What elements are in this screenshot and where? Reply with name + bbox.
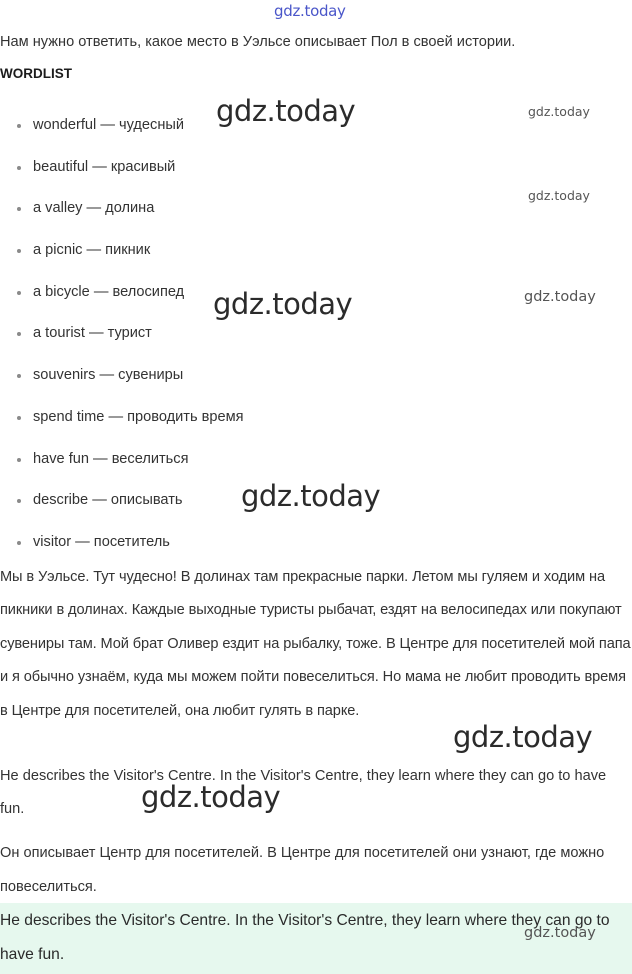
- list-item: [0, 272, 244, 314]
- list-item-text: have fun — веселиться: [33, 450, 189, 467]
- list-item-text: describe — описывать: [33, 492, 183, 509]
- watermark: gdz.today: [524, 289, 596, 305]
- watermark: gdz.today: [528, 104, 590, 119]
- wordlist-title: WORDLIST: [0, 66, 72, 81]
- bullet-icon: [17, 291, 21, 295]
- bullet-icon: [17, 332, 21, 336]
- list-item: [0, 480, 244, 522]
- list-item: [0, 397, 244, 439]
- bullet-icon: [17, 249, 21, 253]
- list-item: [0, 522, 244, 564]
- list-item: [0, 188, 244, 230]
- bullet-icon: [17, 207, 21, 211]
- wordlist: [0, 105, 244, 564]
- bullet-icon: [17, 416, 21, 420]
- list-item: [0, 230, 244, 272]
- list-item-text: beautiful — красивый: [33, 158, 176, 175]
- list-item-text: a picnic — пикник: [33, 242, 151, 259]
- bullet-icon: [17, 124, 21, 128]
- list-item-text: souvenirs — сувениры: [33, 367, 184, 384]
- bullet-icon: [17, 541, 21, 545]
- list-item-text: visitor — посетитель: [33, 533, 170, 550]
- list-item-text: a tourist — турист: [33, 325, 152, 342]
- list-item-text: a bicycle — велосипед: [33, 283, 185, 300]
- list-item: [0, 147, 244, 189]
- list-item: [0, 355, 244, 397]
- bullet-icon: [17, 166, 21, 170]
- watermark: gdz.today: [216, 94, 356, 128]
- final-answer-text: He describes the Visitor's Centre. In the Visitor's Centre, they learn where they can go to have fun.: [0, 912, 610, 963]
- watermark: gdz.today: [524, 925, 596, 941]
- list-item: [0, 313, 244, 355]
- watermark: gdz.today: [453, 720, 593, 754]
- answer-en-paragraph: He describes the Visitor's Centre. In the Visitor's Centre, they learn where they can go to have fun.: [0, 768, 607, 818]
- list-item: [0, 439, 244, 481]
- bullet-icon: [17, 374, 21, 378]
- list-item-text: a valley — долина: [33, 200, 155, 217]
- watermark: gdz.today: [528, 188, 590, 203]
- list-item-text: spend time — проводить время: [33, 408, 244, 425]
- translation-paragraph: Мы в Уэльсе. Тут чудесно! В долинах там прекрасные парки. Летом мы гуляем и ходим на пикники в долинах. Каждые выходные туристы рыбачат, ездят на велосипедах или покупают сувениры там. Мой брат Оливер ездит на рыбалку, тоже. В Центре для посетителей мой папа и я обычно узнаём, куда мы можем пойти повеселиться. Но мама не любит проводить время в Центре для посетителей, она любит гулять в парке.: [0, 569, 631, 719]
- watermark: gdz.today: [241, 479, 381, 513]
- watermark: gdz.today: [141, 780, 281, 814]
- intro-text: Нам нужно ответить, какое место в Уэльсе описывает Пол в своей истории.: [0, 34, 516, 50]
- watermark: gdz.today: [213, 287, 353, 321]
- bullet-icon: [17, 458, 21, 462]
- bullet-icon: [17, 499, 21, 503]
- final-answer-box: [0, 903, 632, 974]
- list-item-text: wonderful — чудесный: [33, 117, 185, 133]
- list-item: [0, 105, 244, 147]
- site-logo[interactable]: gdz.today: [274, 2, 346, 20]
- answer-ru-paragraph: Он описывает Центр для посетителей. В Центре для посетителей они узнают, где можно повеселиться.: [0, 845, 605, 895]
